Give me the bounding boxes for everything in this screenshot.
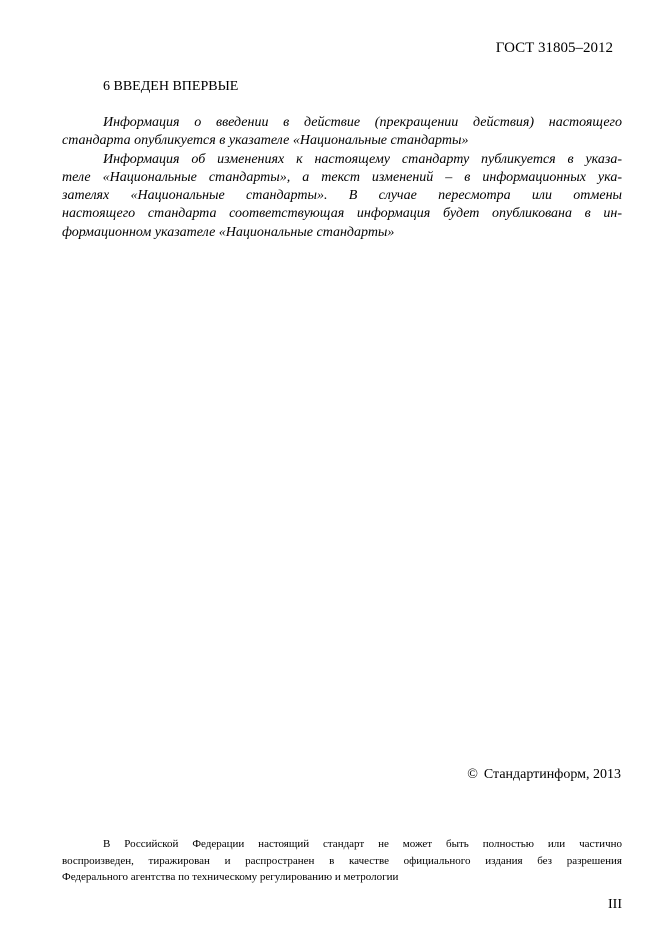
info-line: формационном указателе «Национальные стандарты» (62, 224, 395, 240)
publication-info (62, 114, 622, 242)
info-line: настоящего стандарта соответствующая информация будет опубликована в ин- (62, 206, 622, 222)
reproduction-notice (62, 836, 622, 886)
notice-line: В Российской Федерации настоящий стандарт не может быть полностью или частично (103, 838, 622, 850)
copyright-icon: © (467, 767, 478, 782)
notice-line: воспроизведен, тиражирован и распространен в качестве официального издания без разрешения (62, 854, 622, 867)
info-line: теле «Национальные стандарты», а текст изменений – в информационных ука- (62, 169, 622, 185)
notice-line: Федерального агентства по техническому регулированию и метрологии (62, 871, 399, 883)
document-code: ГОСТ 31805–2012 (495, 40, 613, 56)
info-line: Информация о введении в действие (прекращении действия) настоящего (103, 115, 622, 130)
page-number: III (608, 897, 622, 912)
section-heading: 6 ВВЕДЕН ВПЕРВЫЕ (103, 79, 239, 94)
copyright-notice (467, 766, 621, 784)
copyright-text: Стандартинформ, 2013 (483, 767, 621, 782)
info-line: зателях «Национальные стандарты». В случае пересмотра или отмены (62, 188, 622, 204)
info-line: Информация об изменениях к настоящему стандарту публикуется в указа- (103, 151, 622, 167)
info-line: стандарта опубликуется в указателе «Национальные стандарты» (62, 133, 469, 149)
